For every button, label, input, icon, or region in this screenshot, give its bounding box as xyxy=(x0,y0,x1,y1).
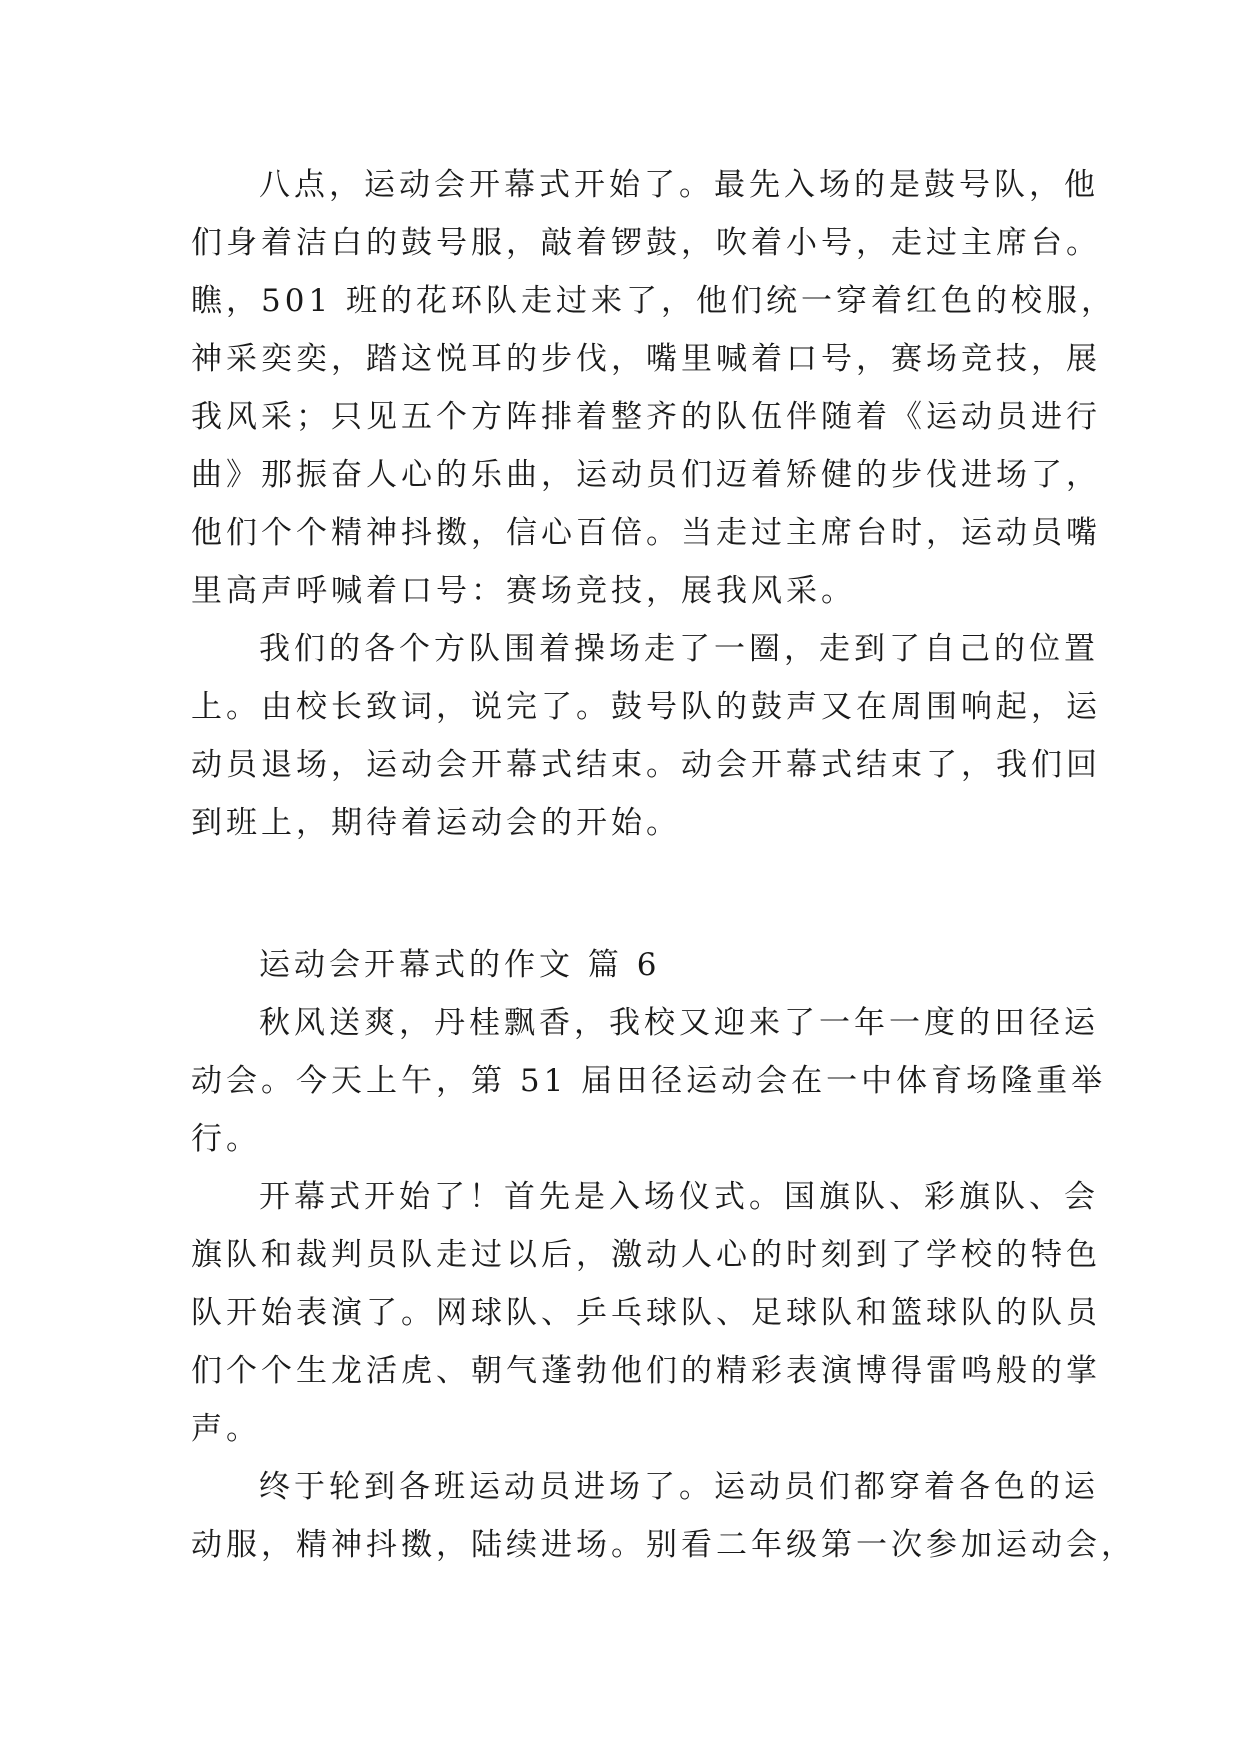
text-line: 动会。今天上午，第 51 届田径运动会在一中体育场隆重举 xyxy=(191,1063,1107,1099)
text-line: 他们个个精神抖擞，信心百倍。当走过主席台时，运动员嘴 xyxy=(191,515,1101,551)
text-line: 行。 xyxy=(191,1121,261,1157)
document-body xyxy=(191,156,1136,1574)
text-line: 动员退场，运动会开幕式结束。动会开幕式结束了，我们回 xyxy=(191,747,1101,783)
paragraph xyxy=(191,620,1101,852)
text-line: 们身着洁白的鼓号服，敲着锣鼓，吹着小号，走过主席台。 xyxy=(191,225,1101,261)
paragraph xyxy=(191,1458,1136,1574)
paragraph xyxy=(191,156,1117,620)
text-line: 里高声呼喊着口号：赛场竞技，展我风采。 xyxy=(191,573,856,609)
text-line: 八点，运动会开幕式开始了。最先入场的是鼓号队，他 xyxy=(259,167,1099,203)
text-line: 旗队和裁判员队走过以后，激动人心的时刻到了学校的特色 xyxy=(191,1237,1101,1273)
text-line: 们个个生龙活虎、朝气蓬勃他们的精彩表演博得雷鸣般的掌 xyxy=(191,1353,1101,1389)
text-line: 上。由校长致词，说完了。鼓号队的鼓声又在周围响起，运 xyxy=(191,689,1101,725)
text-line: 声。 xyxy=(191,1411,261,1447)
text-line: 终于轮到各班运动员进场了。运动员们都穿着各色的运 xyxy=(259,1469,1099,1505)
text-line: 我风采；只见五个方阵排着整齐的队伍伴随着《运动员进行 xyxy=(191,399,1101,435)
text-line: 我们的各个方队围着操场走了一圈，走到了自己的位置 xyxy=(259,631,1099,667)
paragraph-spacer xyxy=(191,852,1071,936)
paragraph xyxy=(191,1168,1101,1458)
text-line: 曲》那振奋人心的乐曲，运动员们迈着矫健的步伐进场了， xyxy=(191,457,1101,493)
paragraph xyxy=(191,994,1107,1168)
text-line: 秋风送爽，丹桂飘香，我校又迎来了一年一度的田径运 xyxy=(259,1005,1099,1041)
section-heading: 运动会开幕式的作文 篇 6 xyxy=(259,947,661,983)
text-line: 开幕式开始了！首先是入场仪式。国旗队、彩旗队、会 xyxy=(259,1179,1099,1215)
text-line: 动服，精神抖擞，陆续进场。别看二年级第一次参加运动会， xyxy=(191,1527,1136,1563)
text-line: 队开始表演了。网球队、乒乓球队、足球队和篮球队的队员 xyxy=(191,1295,1101,1331)
text-line: 神采奕奕，踏这悦耳的步伐，嘴里喊着口号，赛场竞技，展 xyxy=(191,341,1101,377)
text-line: 瞧，501 班的花环队走过来了，他们统一穿着红色的校服， xyxy=(191,283,1117,319)
text-line: 到班上，期待着运动会的开始。 xyxy=(191,805,681,841)
